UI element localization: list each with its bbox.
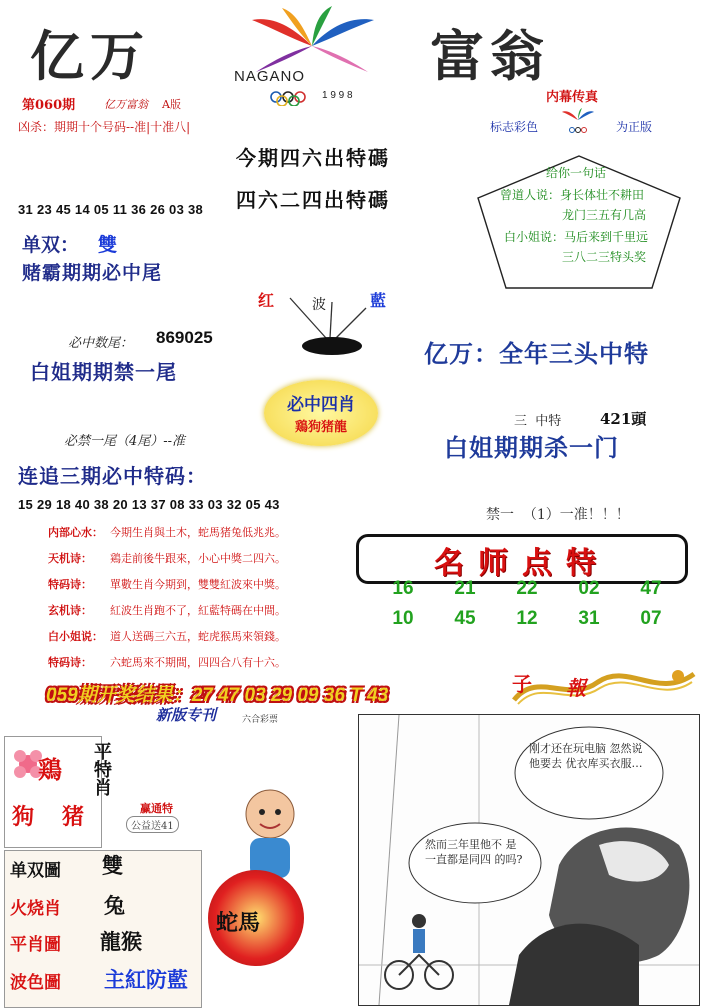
issue-note: 凶杀：期期十个号码--准|十准八| [18, 120, 191, 134]
title-left: 亿万 [30, 24, 150, 88]
master-title: 名师点特 [434, 546, 610, 581]
fax-left-label: 标志彩色 [490, 120, 539, 134]
row-value: 雙 [102, 853, 123, 878]
bao-label: 報 [566, 676, 586, 700]
single-double-slogan: 赌霸期期必中尾 [22, 262, 163, 284]
three-head-value: 421頭 [600, 410, 647, 428]
draw-result: 059期开奖结果：27 47 03 29 09 36 T 43 [46, 685, 389, 706]
master-number: 31 [578, 608, 600, 629]
special-sub: 六合彩票 [242, 715, 279, 725]
comic-bubble-1: 刚才还在玩电脑 忽然说他要去 优衣库买衣服… [529, 742, 643, 770]
chase-title: 连追三期必中特码： [18, 464, 207, 488]
master-number: 47 [640, 578, 662, 599]
issue-grade: A版 [162, 98, 181, 111]
row-label: 火烧肖 [10, 899, 61, 919]
master-number: 07 [640, 608, 662, 629]
must-tail-label: 必中数尾： [68, 336, 134, 351]
fax-right-label: 为正版 [616, 120, 653, 134]
yinyang-label: 蛇馬 [216, 910, 261, 936]
issue-number: 第060期 [22, 98, 76, 113]
row-value: 兔 [104, 893, 125, 918]
nagano-logo [212, 6, 412, 106]
master-number: 10 [392, 608, 414, 629]
special-label: 新版专刊 [156, 706, 217, 724]
must-tail-slogan: 白姐期期禁一尾 [30, 360, 177, 384]
row-label: 波色圖 [10, 973, 61, 993]
zi-bao-banner [508, 660, 698, 712]
fax-q1-line2: 龙门三五有几高 [562, 208, 647, 222]
poem-row: 玄机诗： 紅波生肖跑不了，紅藍特碼在中間。 [48, 604, 286, 617]
poem-row: 特码诗： 六蛇馬來不期間，四四合八有十六。 [48, 656, 286, 669]
numbers-row2: 15 29 18 40 38 20 13 37 08 33 03 32 05 43 [18, 497, 280, 512]
master-number: 12 [516, 608, 538, 629]
four-zodiac-badge [264, 380, 378, 446]
comic-panel [358, 714, 700, 1006]
wave-diagram [250, 282, 410, 362]
row-value: 主紅防藍 [104, 967, 188, 992]
must-tail-value: 869025 [156, 328, 213, 347]
comic-bubble-2: 然而三年里他不 是一直都是同四 的吗? [425, 838, 523, 866]
fax-q1-line1: 身长体壮不耕田 [560, 188, 645, 202]
row-value: 龍猴 [100, 929, 142, 954]
master-number: 21 [454, 578, 476, 599]
logo-text: NAGANO [234, 68, 306, 85]
poem-row: 白小姐说： 道人送碼三六五，蛇虎猴馬來領錢。 [48, 630, 286, 643]
ban-one: 禁一 （1）一准！！！ [486, 507, 630, 523]
zodiac-3: 猪 [62, 804, 85, 830]
fax-subtitle: 给你一句话 [546, 166, 607, 180]
issue-brand: 亿万富翁 [104, 98, 148, 111]
headline-line1: 今期四六出特碼 [236, 146, 390, 170]
numbers-row1: 31 23 45 14 05 11 36 26 03 38 [18, 202, 204, 217]
fax-q2-speaker: 白小姐说： [504, 230, 565, 244]
yiwan-slogan: 亿万：全年三头中特 [424, 339, 649, 368]
olympic-flower-icon [212, 6, 412, 106]
mini-logo-icon [558, 108, 598, 134]
headline-line2: 四六二四出特碼 [236, 188, 390, 212]
cartoon-kid-icon [230, 784, 310, 884]
three-head-slogan: 白姐期期杀一门 [444, 433, 619, 462]
poem-row: 内部心水： 今期生肖與土木，蛇馬猪兔低兆兆。 [48, 526, 286, 539]
poem-row: 天机诗： 鶏走前後牛跟來，小心中獎二四六。 [48, 552, 286, 565]
master-number: 45 [454, 608, 476, 629]
badge-1: 赢通特 [140, 802, 173, 815]
master-number: 16 [392, 578, 414, 599]
master-number: 22 [516, 578, 538, 599]
fax-q2-line1: 马后来到千里远 [564, 230, 649, 244]
poster-left [0, 720, 340, 1008]
three-head-label: 三 中特 [514, 414, 562, 429]
fax-box [474, 82, 684, 292]
side-label: 平特肖 [91, 742, 112, 796]
wave-mid: 波 [312, 297, 326, 313]
zodiac-2: 狗 [12, 804, 35, 830]
badge-2: 公益送41 [126, 816, 179, 833]
wave-red: 红 [258, 291, 275, 310]
row-label: 平肖圖 [10, 935, 61, 955]
four-zodiac-animals: 鶏狗猪龍 [294, 420, 347, 435]
dragon-icon [508, 660, 698, 712]
poem-row: 特码诗： 單數生肖今期到，雙雙紅波來中獎。 [48, 578, 286, 591]
zi-label: 子 [512, 672, 532, 696]
master-box [356, 534, 688, 640]
ban-tail: 必禁一尾（4尾）--准 [64, 434, 186, 449]
title-right: 富翁 [430, 24, 550, 88]
four-zodiac-title: 必中四肖 [287, 395, 355, 415]
fax-title: 内幕传真 [546, 89, 599, 104]
single-double-label: 单双： [22, 234, 80, 256]
logo-year: 1 9 9 8 [322, 90, 353, 101]
fax-q2-line2: 三八二三特头奖 [562, 250, 647, 264]
zodiac-1: 鶏 [38, 755, 62, 784]
fax-q1-speaker: 曾道人说： [500, 188, 561, 202]
master-number: 02 [578, 578, 600, 599]
single-double-value: 雙 [98, 234, 118, 256]
poem-list [48, 520, 348, 676]
row-label: 单双圖 [10, 861, 61, 881]
wave-blue: 藍 [370, 291, 387, 310]
